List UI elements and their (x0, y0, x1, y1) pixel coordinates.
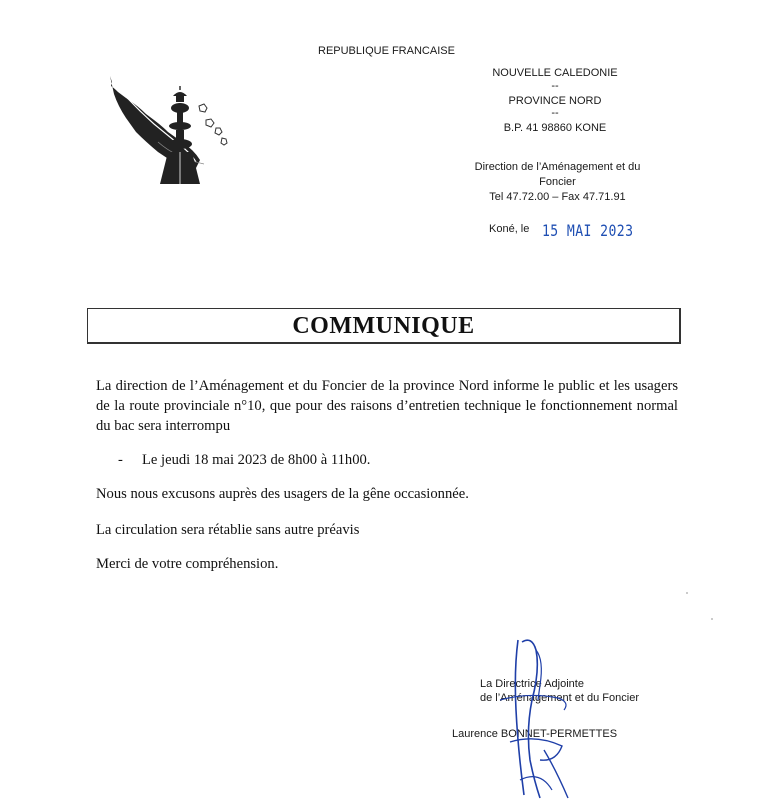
separator: -- (551, 107, 559, 119)
handwritten-signature-icon (440, 630, 640, 800)
signatory-title-line: La Directrice Adjointe (480, 678, 584, 690)
circulation-text: La circulation sera rétablie sans autre préavis (96, 522, 360, 538)
signature-block (440, 630, 640, 800)
direction-line: Direction de l’Aménagement et du (474, 161, 641, 173)
contact-line: Tel 47.72.00 – Fax 47.71.91 (489, 191, 626, 203)
page-title: COMMUNIQUE (292, 313, 475, 339)
direction-line: Foncier (539, 176, 576, 188)
date-stamp: 15 MAI 2023 (542, 221, 634, 240)
signatory-name: Laurence BONNET-PERMETTES (452, 728, 618, 740)
scan-speck (711, 618, 713, 620)
signatory-title-line: de l’Aménagement et du Foncier (480, 692, 639, 704)
thanks-text: Merci de votre compréhension. (96, 556, 279, 572)
bullet-text: Le jeudi 18 mai 2023 de 8h00 à 11h00. (142, 452, 371, 468)
bullet-mark: - (118, 452, 123, 468)
separator: -- (551, 79, 559, 92)
scan-speck (686, 592, 688, 594)
bullet-item (118, 452, 370, 469)
province-nord-emblem-icon (96, 68, 236, 198)
letterhead-block (440, 66, 670, 137)
direction-block (450, 160, 665, 205)
postal-address: B.P. 41 98860 KONE (503, 122, 607, 134)
date-label: Koné, le (489, 223, 530, 235)
province-name: PROVINCE NORD (508, 94, 602, 107)
republic-heading: REPUBLIQUE FRANCAISE (318, 45, 455, 57)
region-name: NOUVELLE CALEDONIE (492, 67, 618, 79)
title-box (87, 308, 681, 344)
apology-text: Nous nous excusons auprès des usagers de la gêne occasionnée. (96, 486, 469, 502)
body-paragraph: La direction de l’Aménagement et du Foncier de la province Nord informe le public et les usagers de la route provinciale n°10, que pour des raisons d’entretien technique le fonctionnement normal du bac sera interrompu (96, 378, 678, 434)
